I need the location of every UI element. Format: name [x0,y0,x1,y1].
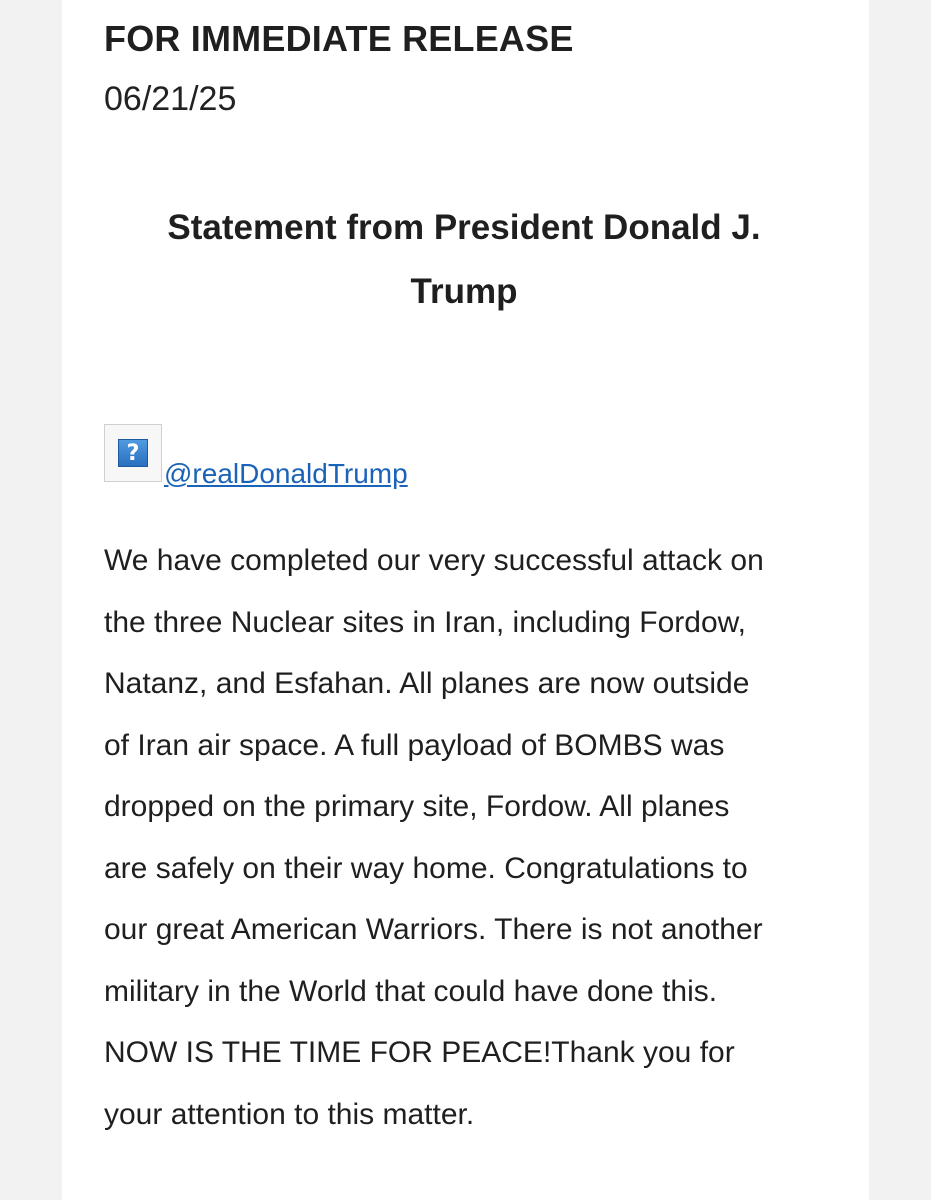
body-line: We have completed our very successful attack on [104,544,764,577]
body-line: our great American Warriors. There is not another [104,913,763,946]
statement-title-line-1: Statement from President Donald J. [167,208,761,247]
release-label: FOR IMMEDIATE RELEASE [104,18,574,59]
statement-title [104,196,824,324]
release-date: 06/21/25 [104,80,237,118]
body-line: of Iran air space. A full payload of BOMBS was [104,728,725,762]
body-line: your attention to this matter. [104,1097,475,1131]
body-line: the three Nuclear sites in Iran, including Fordow, [104,605,746,639]
body-line: NOW IS THE TIME FOR PEACE!Thank you for [104,1036,735,1069]
body-line: dropped on the primary site, Fordow. All planes [104,790,730,823]
statement-title-line-2: Trump [410,272,518,311]
author-row [104,424,604,488]
body-line: Natanz, and Esfahan. All planes are now outside [104,667,750,700]
body-line: military in the World that could have done this. [104,974,718,1008]
statement-body [104,530,844,1145]
broken-image-icon [104,424,162,482]
author-handle-link[interactable]: @realDonaldTrump [164,458,408,489]
question-mark-icon: ? [118,439,148,467]
body-line: are safely on their way home. Congratulations to [104,851,748,885]
